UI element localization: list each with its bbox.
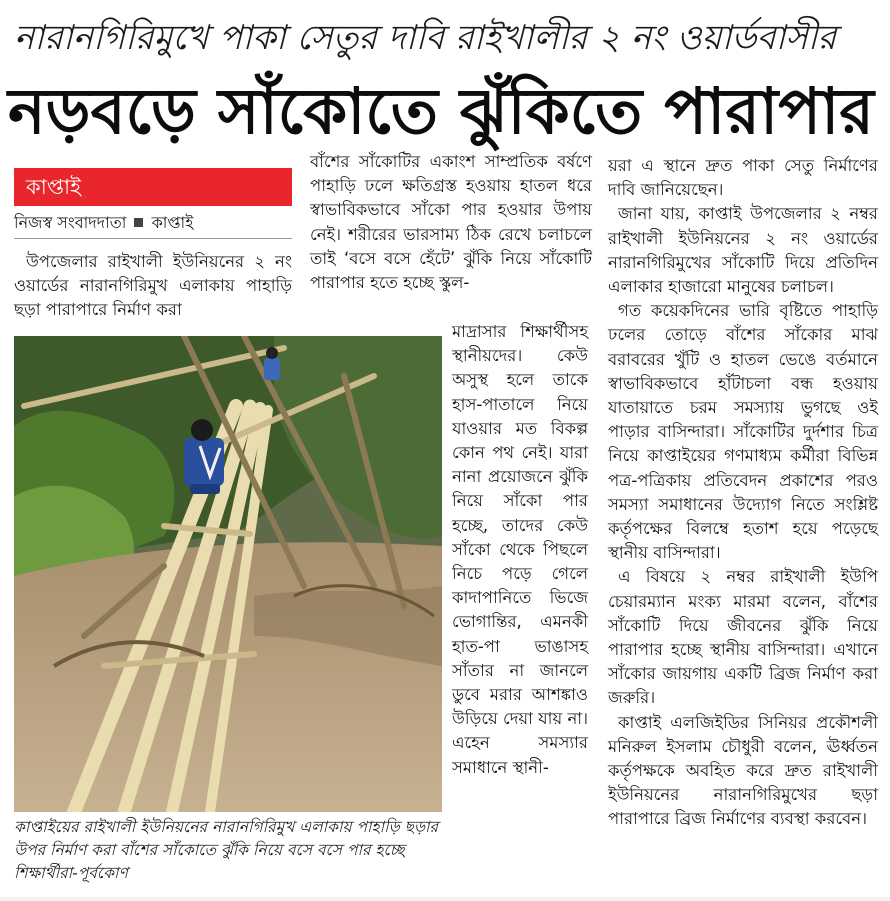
right-paragraph: কাপ্তাই এলজিইডির সিনিয়র প্রকৌশলী মনিরুল ইসলাম চৌধুরী বলেন, ঊর্ধ্বতন কর্তৃপক্ষকে অবহিত করে দ্রুত রাইখালী ইউনিয়নের নারানগিরিমুখের ছড়া পারাপারে ব্রিজ নির্মাণের ব্যবস্থা করবেন। [608, 712, 878, 829]
middle-column-top: বাঁশের সাঁকোটির একাংশ সাম্প্রতিক বর্ষণে পাহাড়ি ঢলে ক্ষতিগ্রস্ত হওয়ায় হাতল ধরে স্বাভাবিকভাবে সাঁকো পার হওয়ার উপায় নেই। শরীরের ভারসাম্য ঠিক রেখে চলাচলে তাই ‘বসে বসে হেঁটে’ ঝুঁকি নিয়ে সাঁকোটি পারাপার হতে হচ্ছে স্কুল- [310, 152, 592, 293]
article-kicker: নারানগিরিমুখে পাকা সেতুর দাবি রাইখালীর ২ নং ওয়ার্ডবাসীর [14, 18, 837, 58]
right-column [608, 154, 878, 832]
photo-caption: কাপ্তাইয়ের রাইখালী ইউনিয়নের নারানগিরিমুখ এলাকায় পাহাড়ি ছড়ার উপর নির্মাণ করা বাঁশের সাঁকোতে ঝুঁকি নিয়ে বসে বসে পার হচ্ছে শিক্ষার্থীরা-পূর্বকোণ [14, 818, 439, 882]
intro-paragraph: উপজেলার রাইখালী ইউনিয়নের ২ নং ওয়ার্ডের নারানগিরিমুখ এলাকায় পাহাড়ি ছড়া পারাপারে নির্মাণ করা [14, 252, 292, 320]
right-paragraph: এ বিষয়ে ২ নম্বর রাইখালী ইউপি চেয়ারম্যান মংক্য মারমা বলেন, বাঁশের সাঁকোটি দিয়ে জীবনের ঝুঁকি নিয়ে পারাপার হচ্ছে স্থানীয় বাসিন্দারা। এখানে সাঁকোর জায়গায় একটি ব্রিজ নির্মাণ করা জরুরি। [608, 567, 878, 708]
article-headline: নড়বড়ে সাঁকোতে ঝুঁকিতে পারাপার [8, 75, 874, 148]
square-bullet-icon [134, 218, 143, 227]
right-paragraph: জানা যায়, কাপ্তাই উপজেলার ২ নম্বর রাইখালী ইউনিয়নের ২ নং ওয়ার্ডের নারানগিরিমুখের সাঁকোটি দিয়ে প্রতিদিন এলাকার হাজারো মানুষের চলাচল। [608, 204, 878, 297]
byline-place: কাপ্তাই [151, 213, 194, 232]
bamboo-bridge-illustration [14, 336, 442, 812]
middle-column-narrow: মাদ্রাসার শিক্ষার্থীসহ স্থানীয়দের। কেউ অসুস্থ হলে তাকে হাস-পাতালে নিয়ে যাওয়ার মত বিকল্প কোন পথ নেই। যারা নানা প্রয়োজনে ঝুঁকি নিয়ে সাঁকো পার হচ্ছে, তাদের কেউ সাঁকো থেকে পিছলে নিচে পড়ে গেলে কাদাপানিতে ভিজে ভোগান্তির, এমনকী হাত-পা ভাঙাসহ সাঁতার না জানলে ডুবে মরার আশঙ্কাও উড়িয়ে দেয়া যায় না। এহেন সমস্যার সমাধানে স্থানী- [452, 322, 588, 777]
byline [14, 212, 194, 234]
byline-reporter: নিজস্ব সংবাদদাতা [14, 213, 127, 232]
byline-divider [14, 238, 292, 239]
bamboo-bridge-photo [14, 336, 442, 812]
right-paragraph: য়রা এ স্থানে দ্রুত পাকা সেতু নির্মাণের দাবি জানিয়েছেন। [608, 156, 878, 200]
page-bottom-edge [0, 897, 890, 901]
right-paragraph: গত কয়েকদিনের ভারি বৃষ্টিতে পাহাড়ি ঢলের তোড়ে বাঁশের সাঁকোর মাঝ বরাবরের খুঁটি ও হাতল ভেঙে বর্তমানে স্বাভাবিকভাবে হাঁটাচলা বন্ধ হওয়ায় যাতায়াতে চরম সমস্যায় ভুগছে ওই পাড়ার বাসিন্দারা। সাঁকোটির দুর্দশার চিত্র নিয়ে কাপ্তাইয়ের গণমাধ্যম কর্মীরা বিভিন্ন পত্র-পত্রিকায় প্রতিবেদন প্রকাশের পরও সমস্যা সমাধানের উদ্যোগ নিতে সংশ্লিষ্ট কর্তৃপক্ষের বিলম্বে হতাশ হয়ে পড়েছে স্থানীয় বাসিন্দারা। [608, 301, 878, 563]
location-badge: কাপ্তাই [14, 168, 292, 206]
